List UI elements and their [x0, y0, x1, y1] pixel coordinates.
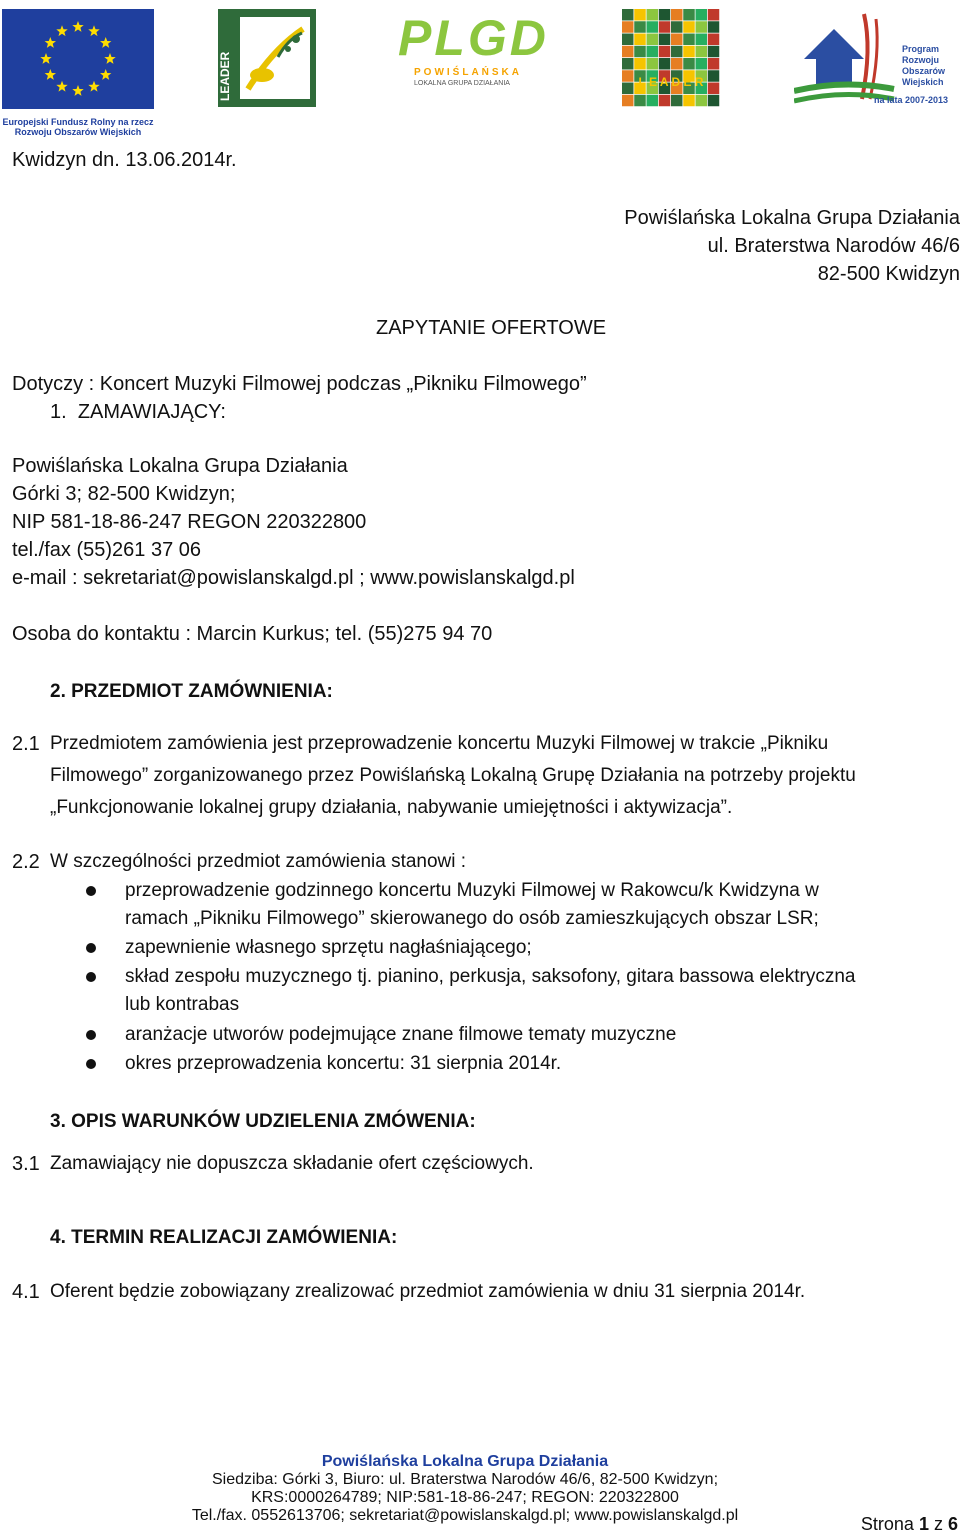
contact-person: Osoba do kontaktu : Marcin Kurkus; tel. (55)275 94 70: [12, 623, 493, 645]
section1-heading: [50, 400, 226, 424]
section1-number: 1.: [50, 401, 67, 423]
bullet-marker: [86, 972, 96, 982]
paragraph-4-1-text: Oferent będzie zobowiązany zrealizować przedmiot zamówienia w dniu 31 sierpnia 2014r.: [50, 1281, 806, 1302]
bullet-marker: [86, 886, 96, 896]
bullet-marker: [86, 1059, 96, 1069]
plgd-logo: [398, 9, 548, 107]
addressee-line: ul. Braterstwa Narodów 46/6: [707, 235, 960, 257]
page-number: [861, 1514, 958, 1534]
leader-mosaic-text: L E A D E R: [638, 75, 704, 89]
bullet-item-line: lub kontrabas: [125, 994, 240, 1015]
page-total: 6: [947, 1514, 958, 1534]
addressee-line: Powiślańska Lokalna Grupa Działania: [624, 207, 960, 229]
footer-org-name: Powiślańska Lokalna Grupa Działania: [321, 1453, 609, 1470]
plgd-logo-sub2: LOKALNA GRUPA DZIAŁANIA: [414, 80, 510, 87]
paragraph-4-1-number: 4.1: [12, 1281, 40, 1303]
page-of: z: [933, 1514, 943, 1534]
plgd-logo-big: PLGD: [398, 10, 549, 66]
city-date: Kwidzyn dn. 13.06.2014r.: [12, 149, 237, 171]
orderer-line: Powiślańska Lokalna Grupa Działania: [12, 455, 348, 477]
prow-logo-text: Program Rozwoju Obszarów Wiejskich: [902, 44, 946, 87]
subject-line: Dotyczy : Koncert Muzyki Filmowej podczas „Pikniku Filmowego”: [12, 373, 587, 395]
orderer-line: Górki 3; 82-500 Kwidzyn;: [12, 483, 236, 505]
bullet-item-line: ramach „Pikniku Filmowego” skierowanego do osób zamieszkujących obszar LSR;: [125, 908, 819, 929]
addressee-block: [624, 204, 960, 288]
prow-logo: [794, 9, 949, 107]
bullet-item-line: okres przeprowadzenia koncertu: 31 sierpnia 2014r.: [125, 1053, 562, 1074]
orderer-email-line: e-mail : sekretariat@powislanskalgd.pl ; www.powislanskalgd.pl: [12, 567, 575, 589]
bullet-item-line: zapewnienie własnego sprzętu nagłaśniającego;: [125, 937, 532, 958]
bullet-item-line: przeprowadzenie godzinnego koncertu Muzyki Filmowej w Rakowcu/k Kwidzyna w: [125, 880, 819, 901]
addressee-line: 82-500 Kwidzyn: [817, 263, 960, 285]
paragraph-2-1-line: Filmowego” zorganizowanego przez Powiślańską Lokalną Grupę Działania na potrzeby projektu: [50, 765, 856, 786]
section2-heading: 2. PRZEDMIOT ZAMÓWNIENIA:: [50, 681, 333, 702]
bullet-marker: [86, 1030, 96, 1040]
orderer-line: tel./fax (55)261 37 06: [12, 539, 202, 561]
paragraph-2-2-intro: W szczególności przedmiot zamówienia stanowi :: [50, 851, 467, 872]
section3-heading: 3. OPIS WARUNKÓW UDZIELENIA ZMÓWENIA:: [50, 1111, 476, 1132]
footer-address: Siedziba: Górki 3, Biuro: ul. Braterstwa Narodów 46/6, 82-500 Kwidzyn;: [211, 1471, 719, 1488]
page-label: Strona: [860, 1514, 914, 1534]
paragraph-2-1-number: 2.1: [12, 733, 40, 755]
section4-heading: 4. TERMIN REALIZACJI ZAMÓWIENIA:: [50, 1227, 398, 1248]
leader-logo-text: LEADER: [218, 51, 232, 101]
document-title: ZAPYTANIE OFERTOWE: [376, 317, 607, 339]
prow-logo-years: na lata 2007-2013: [874, 95, 949, 105]
section1-title: ZAMAWIAJĄCY: [77, 401, 221, 423]
bullet-item-line: aranżacje utworów podejmujące znane filmowe tematy muzyczne: [125, 1024, 677, 1045]
paragraph-3-1-text: Zamawiający nie dopuszcza składanie ofert częściowych.: [50, 1153, 534, 1174]
paragraph-2-1-line: Przedmiotem zamówienia jest przeprowadzenie koncertu Muzyki Filmowej w trakcie „Pikniku: [50, 733, 829, 754]
section1-colon: :: [220, 401, 226, 423]
paragraph-2-2-number: 2.2: [12, 851, 40, 873]
eu-flag-logo: [2, 9, 154, 137]
leader-mosaic-logo: [622, 9, 720, 107]
paragraph-2-1-line: „Funkcjonowanie lokalnej grupy działania, nabywanie umiejętności i aktywizacja”.: [50, 797, 733, 818]
bullet-item-line: skład zespołu muzycznego tj. pianino, perkusja, saksofony, gitara bassowa elektryczna: [125, 966, 856, 987]
eu-caption: Europejski Fundusz Rolny na rzecz Rozwoju Obszarów Wiejskich: [2, 117, 154, 137]
bullet-marker: [86, 943, 96, 953]
leader-logo: [218, 9, 316, 107]
plgd-logo-sub1: POWIŚLAŃSKA: [414, 67, 522, 78]
footer-contact: Tel./fax. 0552613706; sekretariat@powislanskalgd.pl; www.powislanskalgd.pl: [191, 1507, 739, 1524]
footer-registry: KRS:0000264789; NIP:581-18-86-247; REGON: 220322800: [251, 1489, 679, 1506]
orderer-line: NIP 581-18-86-247 REGON 220322800: [12, 511, 367, 533]
paragraph-3-1-number: 3.1: [12, 1153, 40, 1175]
page-current: 1: [918, 1514, 929, 1534]
